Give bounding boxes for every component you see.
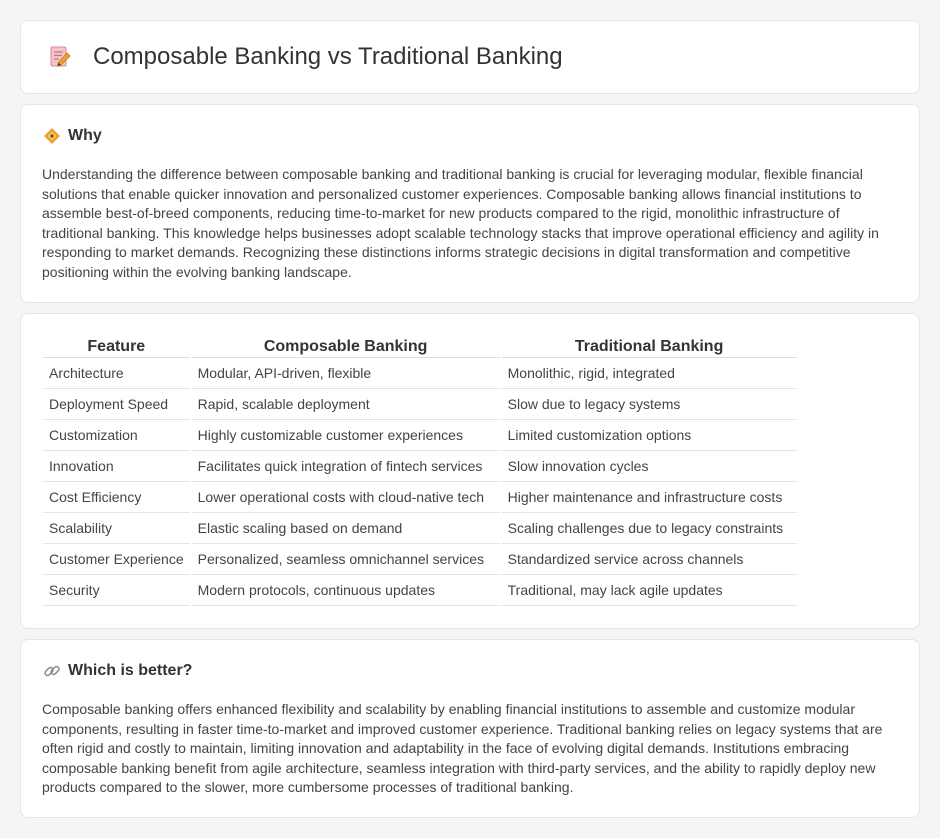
traditional-cell: Standardized service across channels (502, 544, 797, 575)
feature-cell: Innovation (43, 451, 190, 482)
header-feature: Feature (43, 334, 190, 358)
traditional-cell: Higher maintenance and infrastructure costs (502, 482, 797, 513)
document-pencil-icon (47, 44, 73, 70)
traditional-cell: Slow due to legacy systems (502, 389, 797, 420)
table-row (43, 482, 797, 513)
composable-cell: Facilitates quick integration of fintech services (192, 451, 500, 482)
composable-cell: Elastic scaling based on demand (192, 513, 500, 544)
comparison-table (41, 334, 799, 606)
why-title: Why (68, 127, 102, 144)
table-row (43, 575, 797, 606)
better-section (20, 639, 920, 818)
table-row (43, 451, 797, 482)
why-section (20, 104, 920, 303)
page-title: Composable Banking vs Traditional Banking (93, 43, 563, 70)
table-header-row (43, 334, 797, 358)
traditional-cell: Slow innovation cycles (502, 451, 797, 482)
header-traditional: Traditional Banking (502, 334, 797, 358)
why-heading (43, 127, 102, 145)
traditional-cell: Traditional, may lack agile updates (502, 575, 797, 606)
composable-cell: Personalized, seamless omnichannel services (192, 544, 500, 575)
composable-cell: Rapid, scalable deployment (192, 389, 500, 420)
feature-cell: Architecture (43, 358, 190, 389)
header-card (20, 20, 920, 94)
table-row (43, 358, 797, 389)
table-row (43, 420, 797, 451)
why-text: Understanding the difference between composable banking and traditional banking is crucial for leveraging modular, flexible financial solutions that enable quicker innovation and personalized customer experiences. Composable banking allows financial institutions to assemble best-of-breed components, reducing time-to-market for new products compared to the rigid, monolithic infrastructure of traditional banking. This knowledge helps businesses adopt scalable technology stacks that improve operational efficiency and agility in responding to market demands. Recognizing these distinctions informs strategic decisions in digital transformation and competitive positioning within the evolving banking landscape. (42, 166, 879, 280)
traditional-cell: Limited customization options (502, 420, 797, 451)
feature-cell: Customer Experience (43, 544, 190, 575)
traditional-cell: Monolithic, rigid, integrated (502, 358, 797, 389)
link-icon (43, 662, 61, 680)
table-row (43, 389, 797, 420)
composable-cell: Highly customizable customer experiences (192, 420, 500, 451)
better-text: Composable banking offers enhanced flexibility and scalability by enabling financial institutions to assemble and customize modular components, resulting in faster time-to-market and improved customer experience. Traditional banking relies on legacy systems that are often rigid and costly to maintain, limiting innovation and adaptability in the face of evolving digital demands. Institutions embracing composable banking benefit from agile architecture, seamless integration with third-party services, and the ability to rapidly deploy new products compared to the slower, more cumbersome processes of traditional banking. (42, 701, 883, 795)
better-title: Which is better? (68, 662, 193, 679)
table-row (43, 544, 797, 575)
traditional-cell: Scaling challenges due to legacy constraints (502, 513, 797, 544)
feature-cell: Cost Efficiency (43, 482, 190, 513)
feature-cell: Scalability (43, 513, 190, 544)
feature-cell: Customization (43, 420, 190, 451)
composable-cell: Modern protocols, continuous updates (192, 575, 500, 606)
composable-cell: Modular, API-driven, flexible (192, 358, 500, 389)
table-row (43, 513, 797, 544)
feature-cell: Security (43, 575, 190, 606)
diamond-signal-icon (43, 127, 61, 145)
comparison-section (20, 313, 920, 629)
header (21, 21, 919, 93)
feature-cell: Deployment Speed (43, 389, 190, 420)
header-composable: Composable Banking (192, 334, 500, 358)
composable-cell: Lower operational costs with cloud-native tech (192, 482, 500, 513)
better-heading (43, 662, 192, 680)
